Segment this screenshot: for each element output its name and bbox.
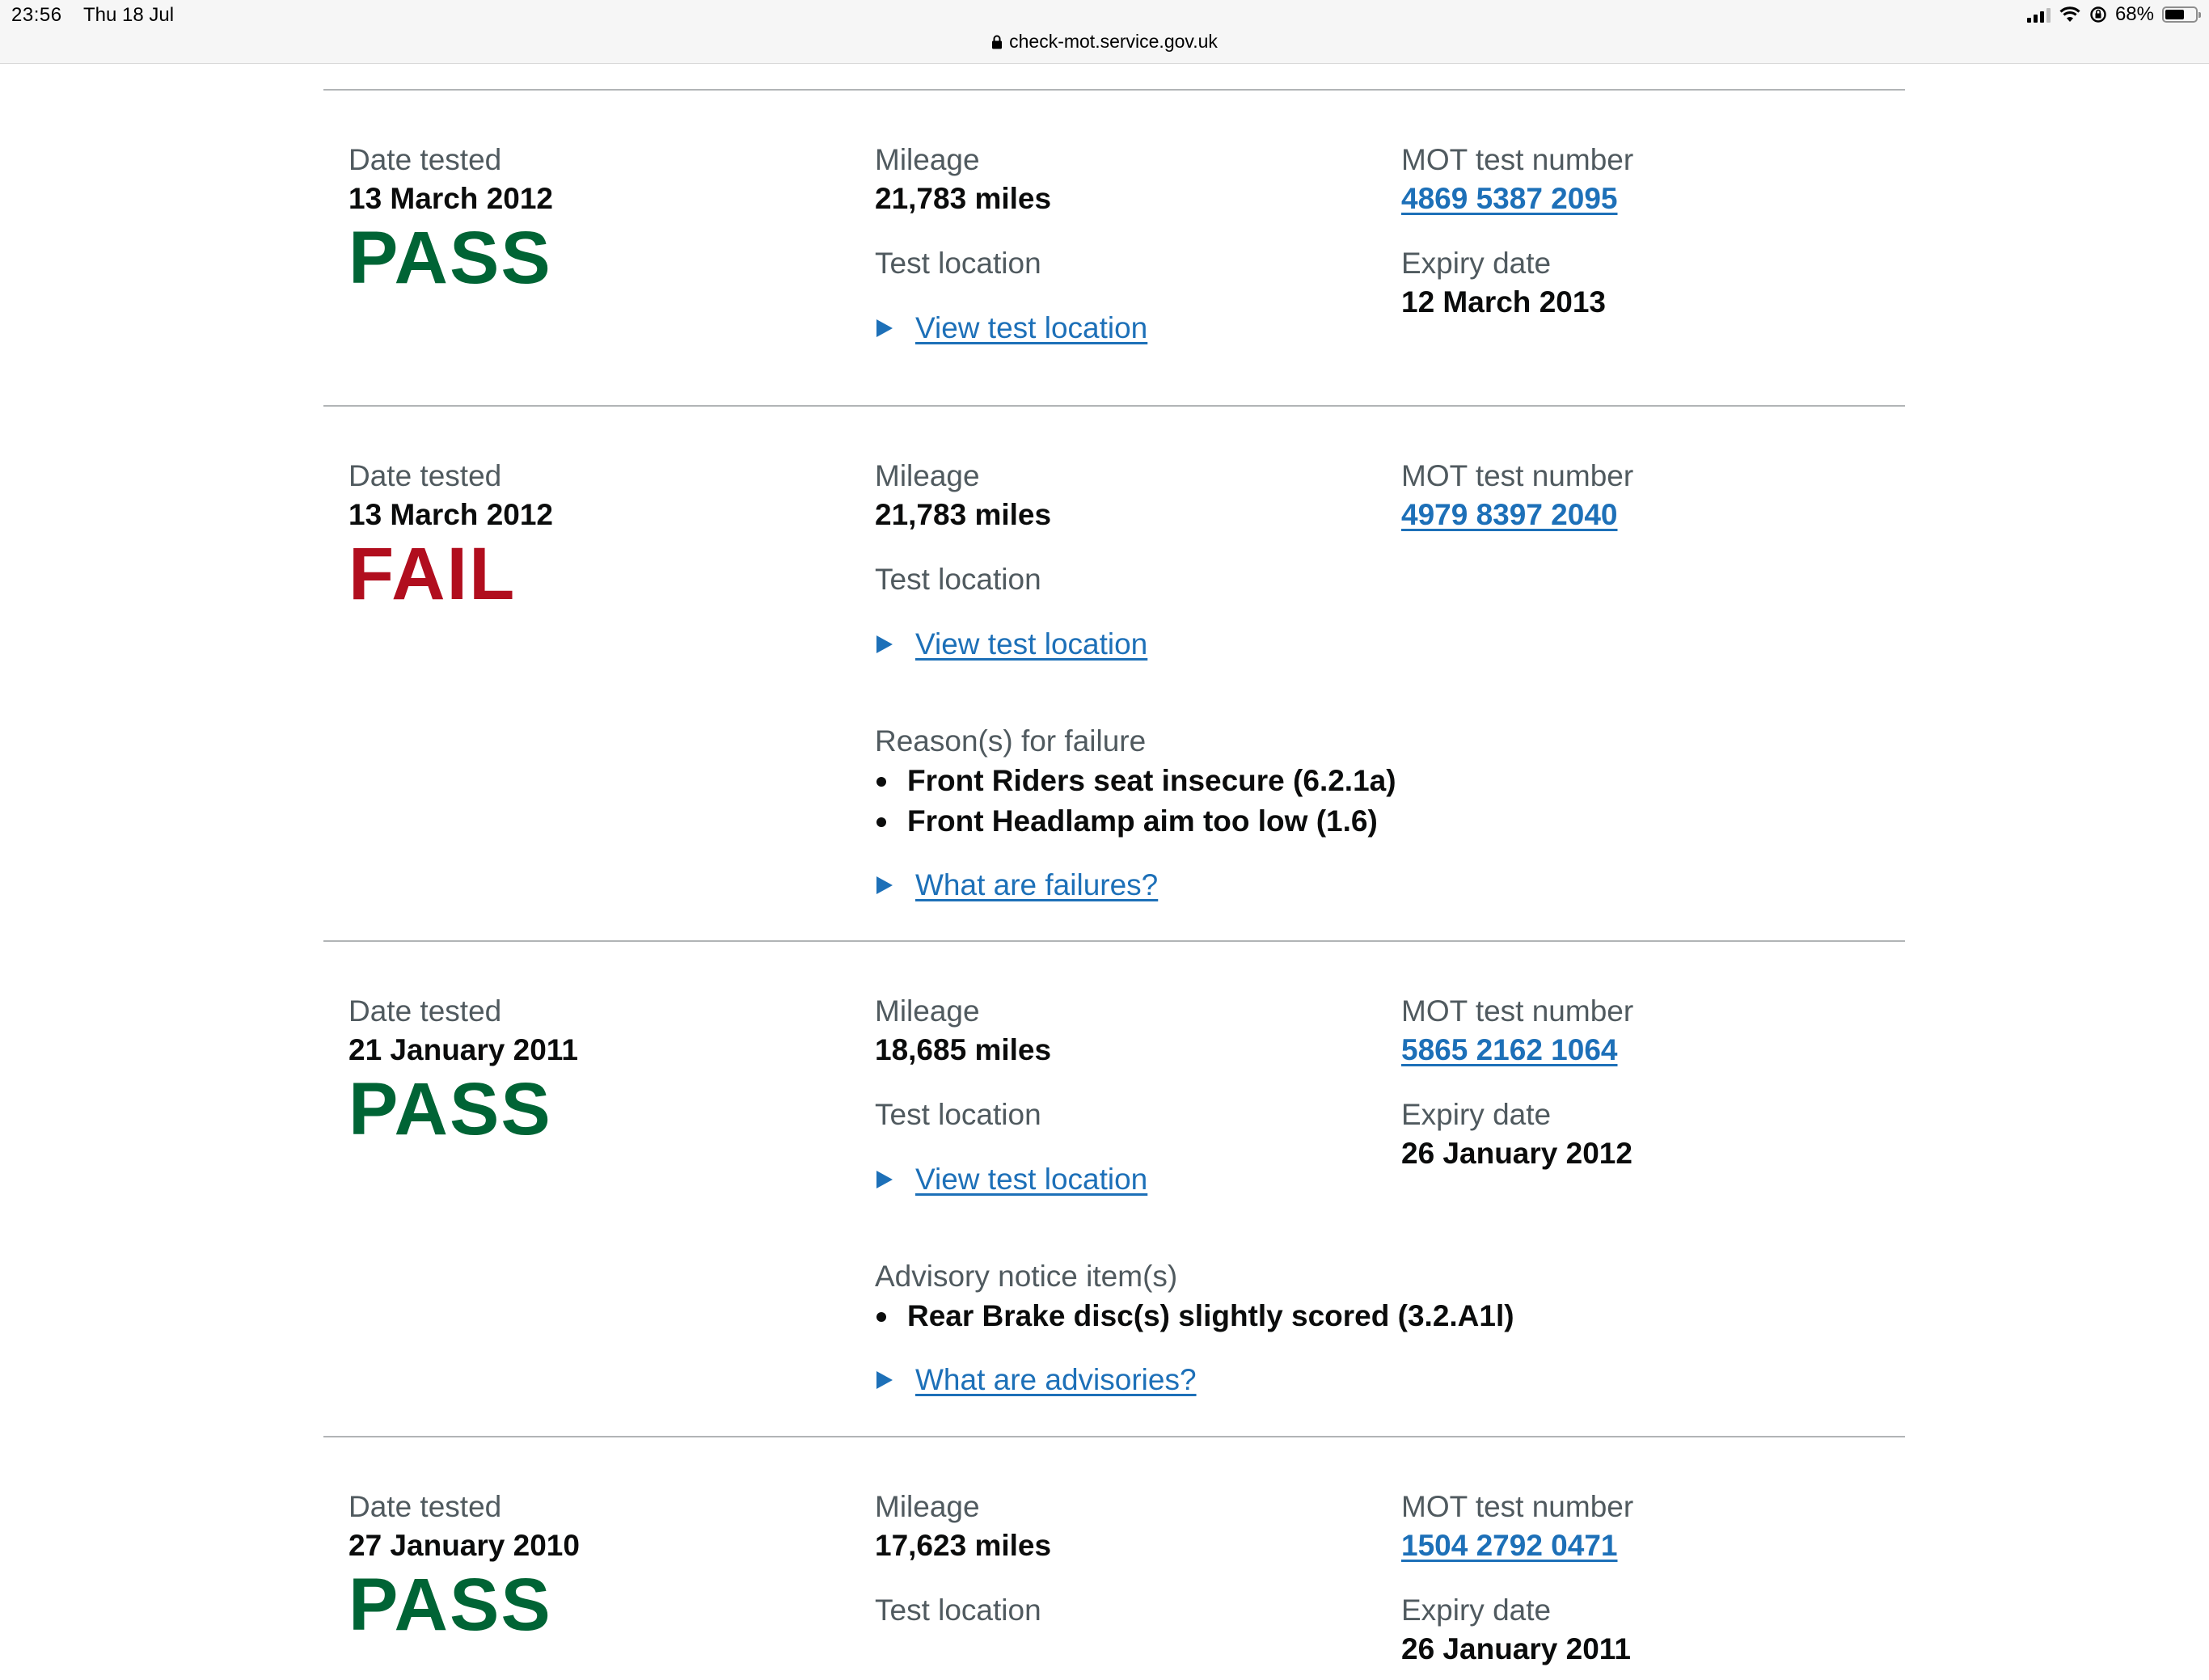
mot-number-column bbox=[1401, 1488, 1633, 1669]
date-tested-value: 13 March 2012 bbox=[348, 182, 554, 215]
mot-test-number-link[interactable]: 5865 2162 1064 bbox=[1401, 1033, 1618, 1066]
test-location-label: Test location bbox=[875, 1098, 1041, 1131]
mileage-value: 17,623 miles bbox=[875, 1529, 1052, 1562]
date-column bbox=[348, 457, 553, 614]
test-location-label: Test location bbox=[875, 1593, 1041, 1627]
mileage-label: Mileage bbox=[875, 143, 980, 176]
date-tested-label: Date tested bbox=[348, 143, 502, 176]
result-status: PASS bbox=[348, 1564, 552, 1646]
what-are-advisories-link[interactable]: What are advisories? bbox=[915, 1363, 1197, 1396]
disclosure-arrow-icon bbox=[876, 319, 893, 337]
status-indicators bbox=[2027, 3, 2198, 26]
advisory-item: Rear Brake disc(s) slightly scored (3.2.A1l) bbox=[875, 1296, 1514, 1336]
mileage-label: Mileage bbox=[875, 994, 980, 1028]
mileage-value: 21,783 miles bbox=[875, 182, 1052, 215]
expiry-date-value: 12 March 2013 bbox=[1401, 285, 1607, 319]
date-tested-value: 21 January 2011 bbox=[348, 1033, 578, 1066]
view-test-location-link[interactable]: View test location bbox=[915, 1163, 1148, 1196]
mot-test-number-link[interactable]: 1504 2792 0471 bbox=[1401, 1529, 1618, 1562]
wifi-icon bbox=[2059, 6, 2081, 23]
disclosure-arrow-icon bbox=[876, 1371, 893, 1389]
mileage-label: Mileage bbox=[875, 459, 980, 492]
mot-test-number-label: MOT test number bbox=[1401, 459, 1634, 492]
result-status: PASS bbox=[348, 217, 552, 299]
advisory-list bbox=[875, 1296, 1514, 1336]
battery-icon bbox=[2162, 6, 2198, 23]
expiry-date-label: Expiry date bbox=[1401, 1593, 1552, 1627]
mot-test-number-label: MOT test number bbox=[1401, 1490, 1634, 1523]
mileage-column bbox=[875, 1488, 1051, 1630]
mot-test-number-label: MOT test number bbox=[1401, 994, 1634, 1028]
mileage-value: 21,783 miles bbox=[875, 498, 1052, 531]
failure-item: Front Riders seat insecure (6.2.1a) bbox=[875, 761, 1396, 801]
date-tested-value: 27 January 2010 bbox=[348, 1529, 580, 1562]
mot-history bbox=[323, 89, 1905, 1680]
mot-record bbox=[323, 407, 1905, 942]
date-column bbox=[348, 1488, 580, 1644]
browser-top-bar bbox=[0, 0, 2209, 64]
view-test-location-link[interactable]: View test location bbox=[915, 627, 1148, 661]
view-test-location-toggle[interactable] bbox=[875, 625, 1396, 664]
mileage-column bbox=[875, 141, 1147, 348]
disclosure-arrow-icon bbox=[876, 635, 893, 653]
mileage-value: 18,685 miles bbox=[875, 1033, 1052, 1066]
mot-record bbox=[323, 91, 1905, 407]
expiry-date-value: 26 January 2011 bbox=[1401, 1632, 1631, 1665]
status-time: 23:56 bbox=[11, 4, 62, 26]
lock-icon bbox=[991, 35, 1003, 49]
mot-test-number-link[interactable]: 4869 5387 2095 bbox=[1401, 182, 1618, 215]
expiry-date-value: 26 January 2012 bbox=[1401, 1137, 1632, 1170]
result-status: PASS bbox=[348, 1068, 552, 1150]
disclosure-arrow-icon bbox=[876, 1171, 893, 1188]
view-test-location-toggle[interactable] bbox=[875, 309, 1147, 348]
disclosure-arrow-icon bbox=[876, 876, 893, 894]
failure-item: Front Headlamp aim too low (1.6) bbox=[875, 801, 1396, 842]
mileage-label: Mileage bbox=[875, 1490, 980, 1523]
battery-percentage: 68% bbox=[2114, 3, 2154, 25]
mot-test-number-link[interactable]: 4979 8397 2040 bbox=[1401, 498, 1618, 531]
what-are-failures-toggle[interactable] bbox=[875, 866, 1396, 905]
cellular-signal-icon bbox=[2027, 6, 2051, 23]
test-location-label: Test location bbox=[875, 247, 1041, 280]
mileage-column bbox=[875, 457, 1396, 905]
mot-number-column bbox=[1401, 141, 1633, 322]
date-tested-label: Date tested bbox=[348, 1490, 502, 1523]
date-column bbox=[348, 992, 578, 1149]
mot-record bbox=[323, 942, 1905, 1437]
mot-number-column bbox=[1401, 992, 1633, 1173]
mot-record bbox=[323, 1437, 1905, 1680]
mot-test-number-label: MOT test number bbox=[1401, 143, 1634, 176]
date-tested-label: Date tested bbox=[348, 459, 502, 492]
orientation-lock-icon bbox=[2089, 6, 2107, 23]
expiry-date-label: Expiry date bbox=[1401, 247, 1552, 280]
view-test-location-link[interactable]: View test location bbox=[915, 311, 1148, 344]
date-tested-value: 13 March 2012 bbox=[348, 498, 554, 531]
failure-list bbox=[875, 761, 1396, 842]
reasons-for-failure-label: Reason(s) for failure bbox=[875, 724, 1147, 758]
expiry-date-label: Expiry date bbox=[1401, 1098, 1552, 1131]
test-location-label: Test location bbox=[875, 563, 1041, 596]
what-are-advisories-toggle[interactable] bbox=[875, 1361, 1514, 1399]
address-bar[interactable] bbox=[0, 31, 2209, 53]
what-are-failures-link[interactable]: What are failures? bbox=[915, 868, 1159, 901]
mot-number-column bbox=[1401, 457, 1633, 534]
result-status: FAIL bbox=[348, 533, 517, 615]
battery-fill bbox=[2165, 10, 2184, 19]
date-tested-label: Date tested bbox=[348, 994, 502, 1028]
status-date: Thu 18 Jul bbox=[83, 4, 175, 26]
date-column bbox=[348, 141, 553, 298]
url-text: check-mot.service.gov.uk bbox=[1009, 31, 1218, 52]
advisory-items-label: Advisory notice item(s) bbox=[875, 1260, 1178, 1293]
